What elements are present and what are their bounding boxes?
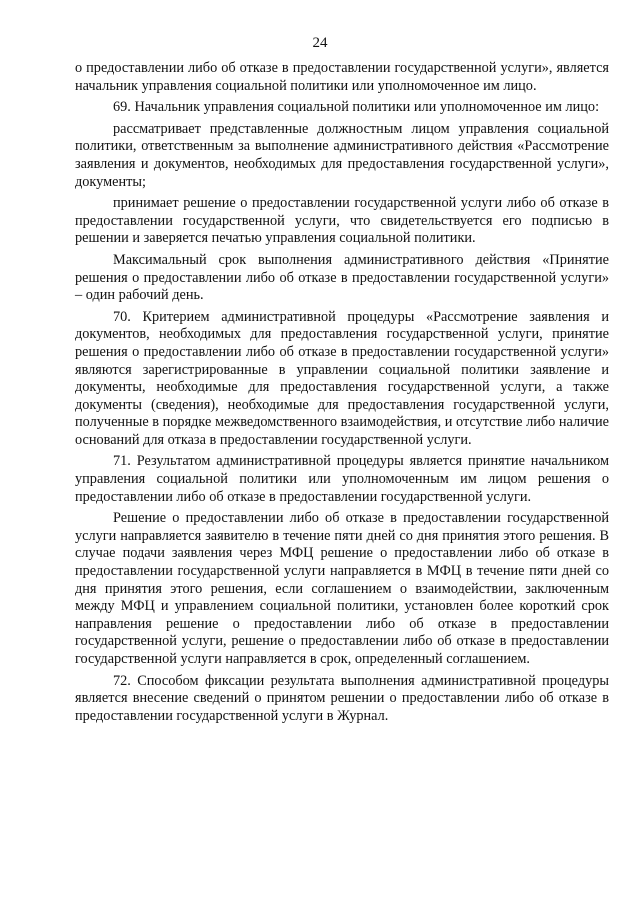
page-number: 24 (312, 35, 328, 51)
paragraph-max-term: Максимальный срок выполнения административного действия «Принятие решения о предоставлении либо об отказе в предоставлении государственной услуги» – один рабочий день. (75, 251, 609, 304)
paragraph-71: 71. Результатом административной процедуры является принятие начальником управления социальной политики или уполномоченным им лицом решения о предоставлении либо об отказе в предоставлении государственной услуги. (75, 453, 609, 505)
paragraph-70: 70. Критерием административной процедуры «Рассмотрение заявления и документов, необходимых для предоставления государственной услуги, принятие решения о предоставлении либо об отказе в предоставлении государственной услуги» являются зарегистрированные в управлении социальной политики заявление и документы, необходимые для предоставления государственной услуги, а также документы (сведения), необходимые для предоставления государственной услуги, полученные в порядке межведомственного взаимодействия, и отсутствие либо наличие оснований для отказа в предоставлении государственной услуги. (75, 308, 609, 448)
paragraph-decision-delivery: Решение о предоставлении либо об отказе в предоставлении государственной услуги направляется заявителю в течение пяти дней со дня принятия этого решения. В случае подачи заявления через МФЦ решение о предоставлении либо об отказе в предоставлении государственной услуги направляется в МФЦ в течение пяти дней со дня принятия этого решения, если соглашением о взаимодействии, заключенным между МФЦ и управлением социальной политики, установлен более короткий срок направления решение о предоставлении либо об отказе в предоставлении государственной услуги, решение о предоставлении либо об отказе в предоставлении государственной услуги направляется в срок, определенный соглашением. (75, 510, 609, 667)
paragraph-69-item-review: рассматривает представленные должностным лицом управления социальной политики, ответственным за выполнение административного действия «Рассмотрение заявления и документов, необходимых для предоставления государственной услуги», документы; (75, 120, 609, 190)
paragraph-69: 69. Начальник управления социальной политики или уполномоченное им лицо: (113, 99, 600, 116)
paragraph-continuation: о предоставлении либо об отказе в предоставлении государственной услуги», является начальник управления социальной политики или уполномоченное им лицо. (75, 60, 609, 94)
paragraph-72: 72. Способом фиксации результата выполнения административной процедуры является внесение сведений о принятом решении о предоставлении либо об отказе в предоставлении государственной услуги в Журнал. (75, 672, 609, 724)
paragraph-69-item-decision: принимает решение о предоставлении государственной услуги либо об отказе в предоставлении государственной услуги, что свидетельствуется его подписью в решении и заверяется печатью управления социальной политики. (75, 195, 609, 247)
document-body (75, 60, 609, 729)
